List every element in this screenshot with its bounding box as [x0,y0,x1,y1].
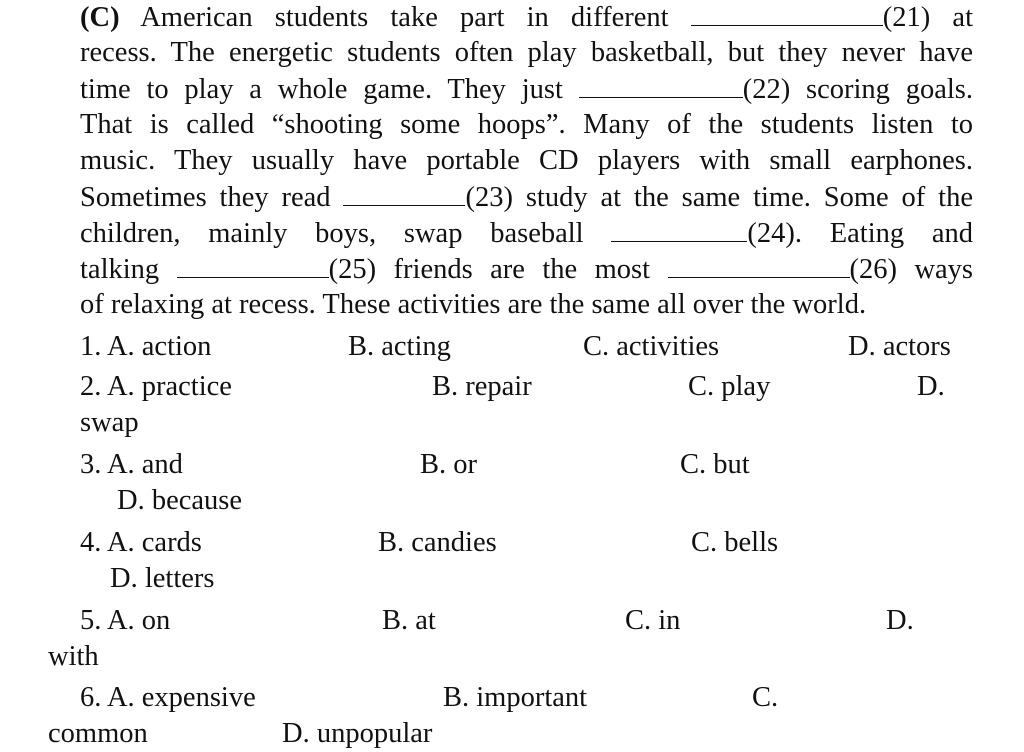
passage-line-4: That is called “shooting some hoops”. Many of the students listen to [80,109,973,140]
q1-option-d[interactable]: D. actors [848,331,951,362]
q3-option-d[interactable]: D. because [117,485,243,516]
passage-line-3: time to play a whole game. They just (22) scoring goals. [80,71,973,108]
passage-line-5: music. They usually have portable CD players with small earphones. [80,145,973,176]
q4-option-d[interactable]: D. letters [110,563,215,594]
passage-line-9: of relaxing at recess. These activities are the same all over the world. [80,289,867,320]
passage-line-6: Sometimes they read (23) study at the same time. Some of the [80,179,973,216]
q3-option-b[interactable]: B. or [420,449,477,480]
q2-option-a[interactable]: A. practice [106,371,232,402]
answer-blank-24[interactable] [611,215,747,242]
q6-option-d[interactable]: D. unpopular [282,718,433,749]
passage-line-1: (C) American students take part in different (21) at [80,0,973,36]
q3-option-a[interactable]: A. and [106,449,183,480]
answer-blank-26[interactable] [668,251,850,278]
q2-option-d-wrap[interactable]: swap [80,407,139,438]
passage-line-8: talking (25) friends are the most (26) ways [80,251,973,288]
answer-blank-22[interactable] [579,71,743,98]
q1-option-c[interactable]: C. activities [583,331,720,362]
q4-option-a[interactable]: A. cards [106,527,202,558]
question-5: 5. A. on [80,605,171,636]
q6-option-b[interactable]: B. important [443,682,588,713]
q2-option-b[interactable]: B. repair [432,371,532,402]
q2-option-c[interactable]: C. play [688,371,771,402]
passage-line-2: recess. The energetic students often play basketball, but they never have [80,37,973,68]
q1-option-b[interactable]: B. acting [348,331,451,362]
answer-blank-25[interactable] [177,251,329,278]
question-1: 1. A. action [80,331,212,362]
q6-option-c[interactable]: C. [752,682,779,713]
q2-option-d[interactable]: D. [917,371,945,402]
passage-label: (C) [80,2,120,33]
question-2: 2. A. practice [80,371,232,402]
passage-line-7: children, mainly boys, swap baseball (24). Eating and [80,215,973,252]
q5-option-a[interactable]: A. on [106,605,171,636]
answer-blank-23[interactable] [343,179,465,206]
q5-option-d[interactable]: D. [886,605,914,636]
q5-option-c[interactable]: C. in [625,605,681,636]
q3-option-c[interactable]: C. but [680,449,750,480]
q1-option-a[interactable]: A. action [106,331,212,362]
question-4: 4. A. cards [80,527,202,558]
q4-option-c[interactable]: C. bells [691,527,779,558]
q6-option-a[interactable]: A. expensive [106,682,256,713]
question-3: 3. A. and [80,449,183,480]
q4-option-b[interactable]: B. candies [378,527,497,558]
q5-option-b[interactable]: B. at [382,605,436,636]
question-6: 6. A. expensive [80,682,256,713]
q5-option-d-wrap[interactable]: with [48,641,99,672]
answer-blank-21[interactable] [691,0,883,26]
q6-option-c-wrap[interactable]: common [48,718,148,749]
